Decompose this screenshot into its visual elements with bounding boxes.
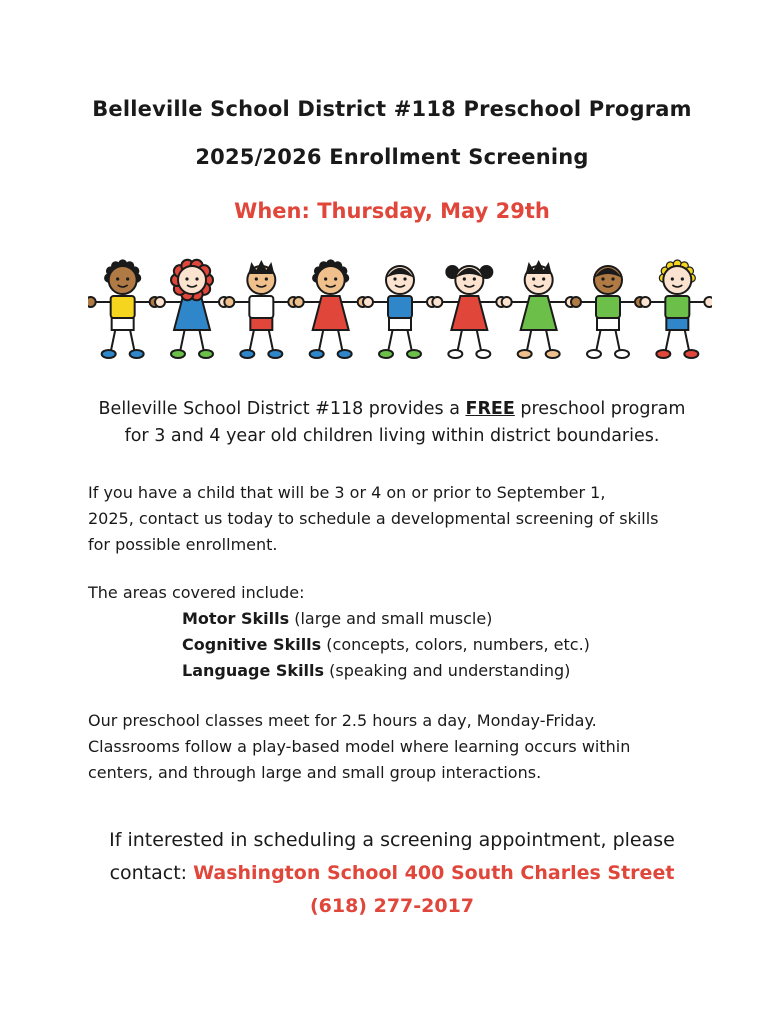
intro-line-2: for 3 and 4 year old children living within district boundaries. (124, 426, 660, 446)
area-item-motor (182, 606, 590, 632)
area-detail: (large and small muscle) (289, 609, 493, 628)
eligibility-line: for possible enrollment. (88, 535, 278, 554)
intro-line-1 (40, 396, 744, 423)
contact-line: If interested in scheduling a screening appointment, please (109, 829, 675, 851)
area-item-cognitive (182, 632, 590, 658)
child-figure (88, 260, 160, 358)
contact-line-2 (40, 857, 744, 890)
contact-phone: (618) 277-2017 (309, 895, 475, 917)
child-figure (502, 260, 576, 358)
intro-text (40, 396, 744, 450)
eligibility-line: If you have a child that will be 3 or 4 on or prior to September 1, (88, 483, 606, 502)
area-label: Language Skills (182, 661, 325, 680)
child-figure (224, 260, 298, 358)
enrollment-subtitle: 2025/2026 Enrollment Screening (195, 145, 589, 169)
area-label: Cognitive Skills (182, 635, 322, 654)
classes-line: Our preschool classes meet for 2.5 hours a day, Monday-Friday. (88, 711, 597, 730)
child-figure (571, 266, 645, 358)
classes-line: centers, and through large and small group interactions. (88, 763, 542, 782)
contact-prefix: contact: (109, 862, 194, 884)
contact-location: Washington School 400 South Charles Street (193, 862, 675, 884)
intro-suffix: preschool program (514, 399, 686, 419)
child-figure (640, 260, 712, 358)
intro-prefix: Belleville School District #118 provides a (98, 399, 466, 419)
classes-paragraph (88, 708, 728, 786)
areas-list (182, 606, 590, 684)
program-title: Belleville School District #118 Preschool Program (92, 97, 692, 121)
classes-line: Classrooms follow a play-based model where learning occurs within (88, 737, 631, 756)
eligibility-line: 2025, contact us today to schedule a developmental screening of skills (88, 509, 659, 528)
area-detail: (speaking and understanding) (324, 661, 571, 680)
free-emphasis: FREE (465, 399, 515, 419)
child-figure (294, 260, 368, 358)
contact-block (40, 824, 744, 923)
eligibility-paragraph (88, 480, 728, 558)
child-figure (155, 260, 229, 358)
area-detail: (concepts, colors, numbers, etc.) (321, 635, 590, 654)
area-label: Motor Skills (182, 609, 290, 628)
areas-heading: The areas covered include: (88, 583, 305, 602)
child-figure (363, 266, 437, 358)
child-figure (432, 266, 506, 358)
event-date: When: Thursday, May 29th (234, 199, 550, 223)
area-item-language (182, 658, 590, 684)
row-of-children-illustration (88, 258, 712, 368)
